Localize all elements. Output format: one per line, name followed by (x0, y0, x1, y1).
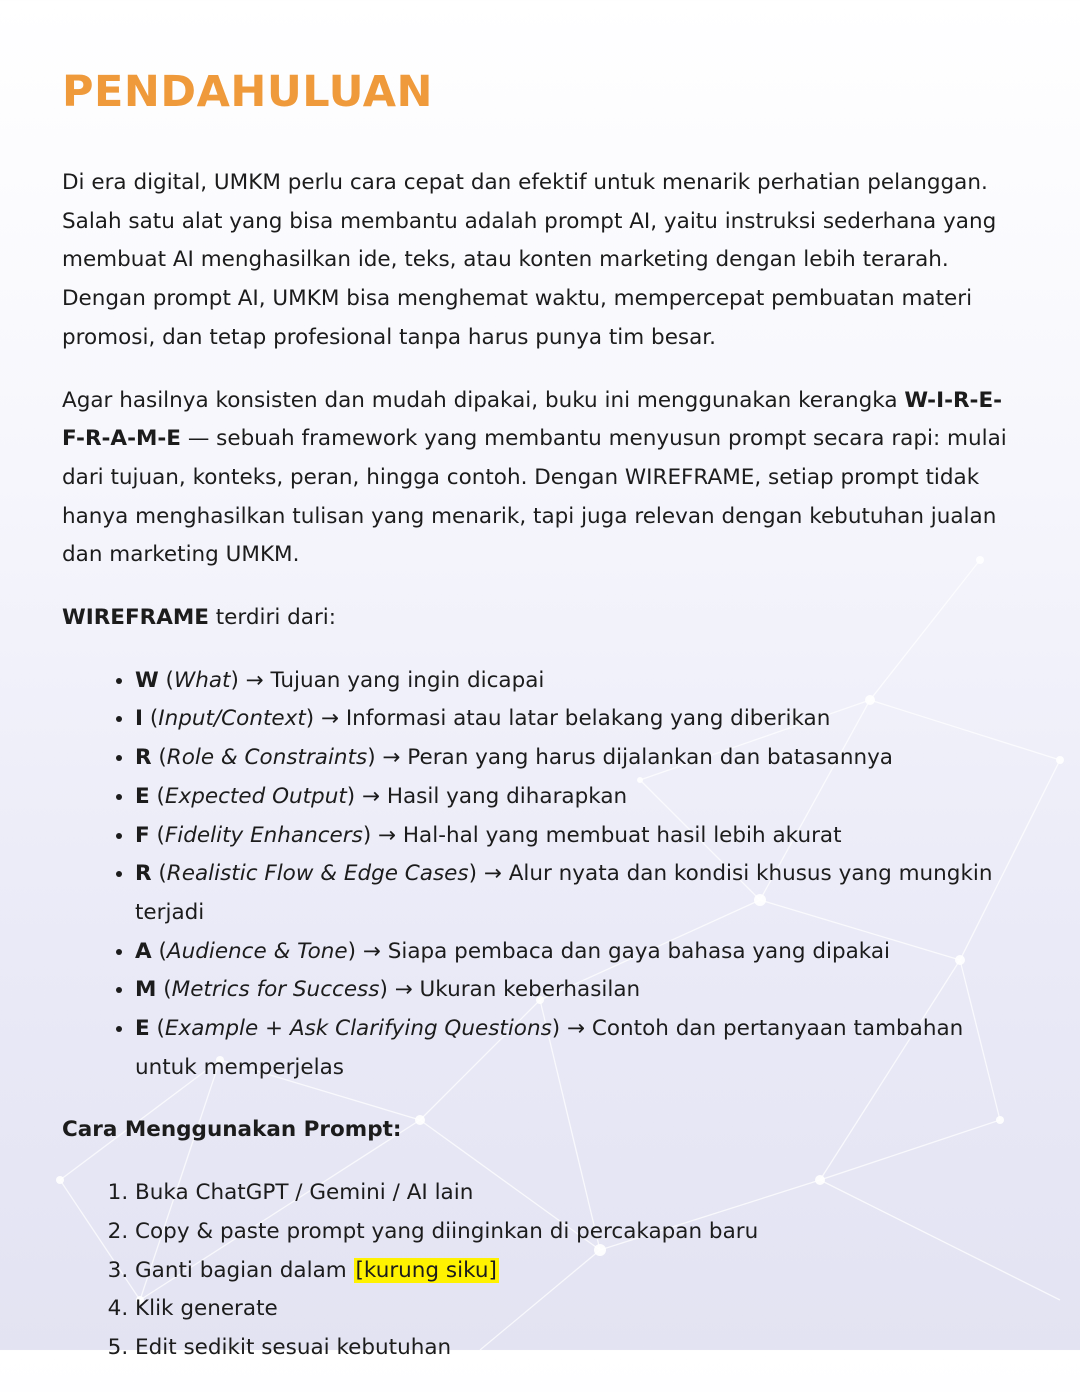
list-item-letter: R (135, 745, 152, 771)
list-item-letter: I (135, 706, 143, 732)
list-item-term: Audience & Tone (166, 938, 348, 964)
framework-paragraph-lead: Agar hasilnya konsisten dan mudah dipakai, buku ini menggunakan kerangka (62, 387, 905, 413)
list-item-letter: F (135, 822, 150, 848)
list-item-desc: Ukuran keberhasilan (419, 977, 641, 1003)
list-item-term: Input/Context (158, 706, 306, 732)
list-item: • F (Fidelity Enhancers) → Hal-hal yang membuat hasil lebih akurat (135, 817, 1022, 856)
list-item: • A (Audience & Tone) → Siapa pembaca dan gaya bahasa yang dipakai (135, 933, 1022, 972)
document-page (62, 62, 1022, 1392)
list-item-letter: R (135, 861, 152, 887)
wireframe-heading-rest: terdiri dari: (208, 605, 337, 631)
list-item-letter: W (135, 667, 159, 693)
step-item (135, 1290, 1022, 1329)
step-text: Ganti bagian dalam (135, 1257, 354, 1283)
steps-list (62, 1174, 1022, 1368)
list-item-term: Role & Constraints (166, 745, 368, 771)
step-item (135, 1213, 1022, 1252)
wireframe-heading (62, 599, 1022, 638)
list-item-desc: Informasi atau latar belakang yang diberikan (345, 706, 831, 732)
list-item: • M (Metrics for Success) → Ukuran keberhasilan (135, 971, 1022, 1010)
list-item: • W (What) → Tujuan yang ingin dicapai (135, 662, 1022, 701)
list-item-desc: Hal-hal yang membuat hasil lebih akurat (402, 822, 842, 848)
list-item-letter: A (135, 938, 152, 964)
list-item-desc: Contoh dan pertanyaan tambahan untuk memperjelas (135, 1016, 964, 1080)
framework-name: W-I-R-E-F-R-A-M-E (62, 387, 1003, 452)
step-text: Copy & paste prompt yang diinginkan di percakapan baru (135, 1218, 759, 1244)
list-item-term: Example + Ask Clarifying Questions (164, 1016, 552, 1042)
highlighted-text: [kurung siku] (355, 1257, 497, 1283)
list-item-term: Realistic Flow & Edge Cases (166, 861, 469, 887)
list-item-term: Metrics for Success (171, 977, 380, 1003)
list-item-term: Expected Output (164, 783, 347, 809)
list-item-letter: E (135, 783, 150, 809)
list-item: • R (Realistic Flow & Edge Cases) → Alur nyata dan kondisi khusus yang mungkin terjadi (135, 855, 1022, 932)
howto-heading-text: Cara Menggunakan Prompt: (62, 1117, 402, 1143)
step-text: Buka ChatGPT / Gemini / AI lain (135, 1180, 474, 1206)
framework-paragraph (62, 382, 1022, 576)
list-item: • E (Example + Ask Clarifying Questions) → Contoh dan pertanyaan tambahan untuk memperjelas (135, 1010, 1022, 1087)
list-item: • I (Input/Context) → Informasi atau latar belakang yang diberikan (135, 700, 1022, 739)
howto-heading (62, 1111, 1022, 1150)
page-title: PENDAHULUAN (62, 67, 433, 117)
list-item-desc: Hasil yang diharapkan (386, 783, 628, 809)
step-text: Klik generate (135, 1296, 278, 1322)
list-item-letter: E (135, 1016, 150, 1042)
wireframe-heading-bold: WIREFRAME (62, 605, 209, 631)
step-item (135, 1329, 1022, 1368)
list-item-term: What (173, 667, 231, 693)
step-item (135, 1174, 1022, 1213)
list-item-desc: Siapa pembaca dan gaya bahasa yang dipakai (387, 938, 891, 964)
step-text: Edit sedikit sesuai kebutuhan (135, 1334, 452, 1360)
list-item-letter: M (135, 977, 157, 1003)
list-item: • R (Role & Constraints) → Peran yang harus dijalankan dan batasannya (135, 739, 1022, 778)
intro-paragraph: Di era digital, UMKM perlu cara cepat dan efektif untuk menarik perhatian pelanggan. Salah satu alat yang bisa membantu adalah prompt AI, yaitu instruksi sederhana yang membuat AI menghasilkan ide, teks, atau konten marketing dengan lebih terarah. Dengan prompt AI, UMKM bisa menghemat waktu, mempercepat pembuatan materi promosi, dan tetap profesional tanpa harus punya tim besar. (62, 170, 997, 350)
step-item (135, 1252, 1022, 1291)
list-item-term: Fidelity Enhancers (164, 822, 363, 848)
list-item: • E (Expected Output) → Hasil yang diharapkan (135, 778, 1022, 817)
list-item-desc: Peran yang harus dijalankan dan batasannya (407, 745, 893, 771)
list-item-desc: Alur nyata dan kondisi khusus yang mungkin terjadi (135, 861, 993, 925)
wireframe-list (62, 662, 1022, 1088)
framework-paragraph-rest: — sebuah framework yang membantu menyusun prompt secara rapi: mulai dari tujuan, konteks, peran, hingga contoh. Dengan WIREFRAME, setiap prompt tidak hanya menghasilkan tulisan yang menarik, tapi juga relevan dengan kebutuhan jualan dan marketing UMKM. (62, 426, 1007, 568)
list-item-desc: Tujuan yang ingin dicapai (270, 667, 545, 693)
